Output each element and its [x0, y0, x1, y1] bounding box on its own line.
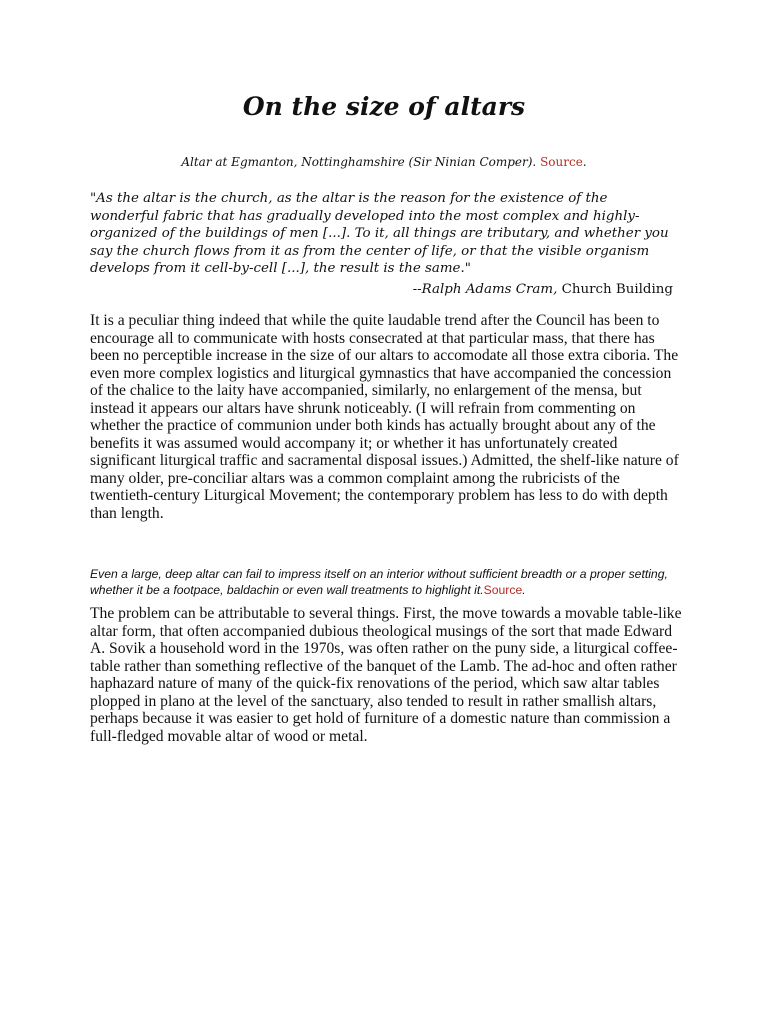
paragraph-1: It is a peculiar thing indeed that while the quite laudable trend after the Council has been to encourage all to communicate with hosts consecrated at that particular mass, that there has been no perceptible increase in the size of our altars to accomodate all those extra ciboria. The even more complex logistics and liturgical gymnastics that have accompanied the concession of the chalice to the laity have accompanied, similarly, no enlargement of the mensa, but instead it appears our altars have shrunk noticeably. (I will refrain from commenting on whether the practice of communion under both kinds has actually brought about any of the benefits it was assumed would accompany it; or whether it has unfortunately created significant liturgical traffic and sacramental disposal issues.) Admitted, the shelf-like nature of many older, pre-conciliar altars was a common complaint among the rubricists of the twentieth-century Liturgical Movement; the contemporary problem has less to do with depth than length.: [90, 312, 679, 522]
image-caption-bottom: [90, 567, 690, 598]
quote-author: --Ralph Adams Cram,: [412, 282, 558, 297]
caption-text: Altar at Egmanton, Nottinghamshire (Sir Ninian Comper).: [181, 155, 541, 169]
quote-work: Church Building: [557, 282, 673, 297]
paragraph-2: The problem can be attributable to several things. First, the move towards a movable table-like altar form, that often accompanied dubious theological musings of the sort that made Edward A. Sovik a household word in the 1970s, was often rather on the puny side, a liturgical coffee-table rather than something reflective of the banquet of the Lamb. The ad-hoc and often rather haphazard nature of many of the quick-fix renovations of the period, which saw altar tables plopped in plano at the level of the sanctuary, also tended to result in rather smallish altars, perhaps because it was easier to get hold of furniture of a domestic nature than commission a full-fledged movable altar of wood or metal.: [90, 605, 682, 745]
image-caption-end: .: [522, 582, 526, 597]
image-caption-text: Even a large, deep altar can fail to impress itself on an interior without sufficient breadth or a proper setting, whether it be a footpace, baldachin or even wall treatments to highlight it.: [90, 567, 668, 597]
caption-end: .: [582, 155, 587, 169]
quote-attribution: [413, 281, 673, 299]
source-link[interactable]: Source: [540, 155, 583, 169]
image-caption-top: [90, 155, 678, 169]
source-link-2[interactable]: Source: [483, 582, 523, 597]
blockquote: "As the altar is the church, as the altar is the reason for the existence of the wonderful fabric that has gradually developed into the most complex and highly-organized of the buildings of men [...]. To it, all things are tributary, and whether you say the church flows from it as from the center of life, or that the visible organism develops from it cell-by-cell [...], the result is the same.": [90, 191, 669, 276]
page-title: On the size of altars: [242, 92, 526, 121]
